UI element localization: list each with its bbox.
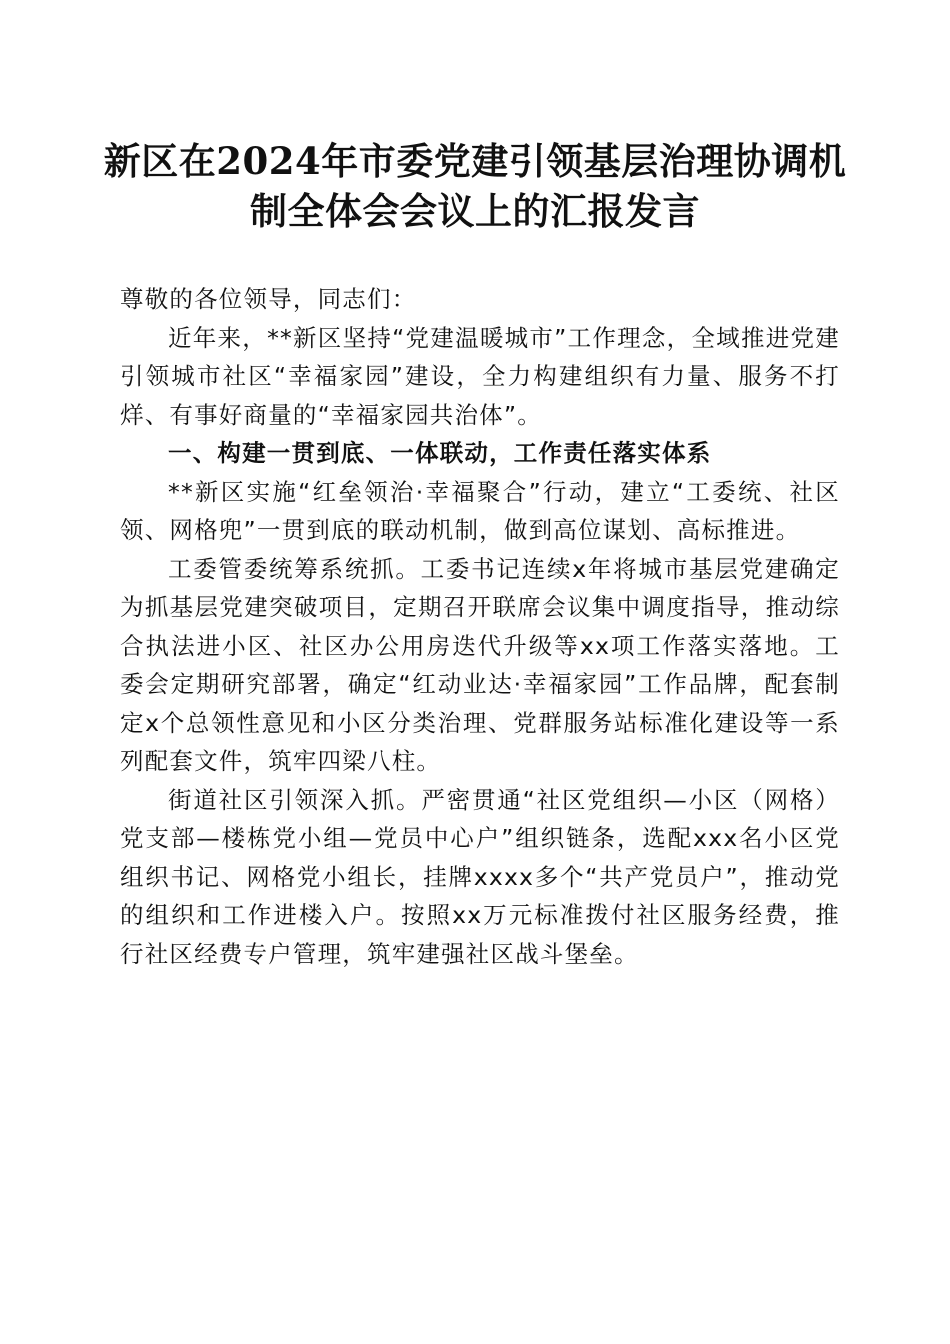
document-body (120, 280, 840, 973)
intro-paragraph: 近年来，**新区坚持“党建温暖城市”工作理念，全域推进党建引领城市社区“幸福家园”建设，全力构建组织有力量、服务不打烊、有事好商量的“幸福家园共治体”。 (120, 323, 840, 429)
title-line-2: 制全体会会议上的汇报发言 (250, 189, 700, 233)
subsection-paragraph-1: 工委管委统筹系统抓。工委书记连续x年将城市基层党建确定为抓基层党建突破项目，定期召开联席会议集中调度指导，推动综合执法进小区、社区办公用房迭代升级等xx项工作落实落地。工委会定期研究部署，确定“红动业达·幸福家园”工作品牌，配套制定x个总领性意见和小区分类治理、党群服务站标准化建设等一系列配套文件，筑牢四梁八柱。 (120, 554, 840, 775)
section-heading-1: 一、构建一贯到底、一体联动，工作责任落实体系 (168, 439, 712, 467)
title-line-1: 新区在2024年市委党建引领基层治理协调机 (103, 139, 847, 183)
salutation: 尊敬的各位领导，同志们： (120, 285, 417, 313)
section-1-paragraph: **新区实施“红垒领治·幸福聚合”行动，建立“工委统、社区领、网格兜”一贯到底的联动机制，做到高位谋划、高标推进。 (120, 477, 840, 544)
subsection-paragraph-2: 街道社区引领深入抓。严密贯通“社区党组织—小区（网格）党支部—楼栋党小组—党员中心户”组织链条，选配xxx名小区党组织书记、网格党小组长，挂牌xxxx多个“共产党员户”，推动党的组织和工作进楼入户。按照xx万元标准拨付社区服务经费，推行社区经费专户管理，筑牢建强社区战斗堡垒。 (120, 785, 840, 968)
document-title (100, 136, 850, 236)
